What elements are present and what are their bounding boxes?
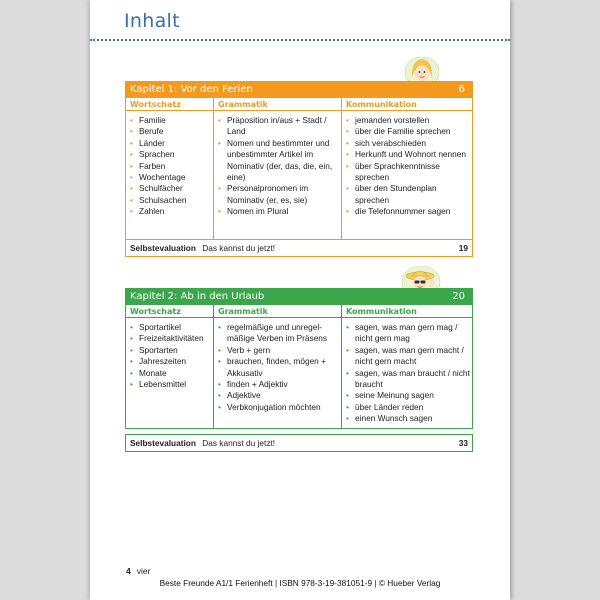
- chapter-2-header[interactable]: [125, 288, 473, 305]
- title-dotted-rule: [90, 39, 510, 41]
- list-item: • Farben: [130, 161, 211, 172]
- self-evaluation-page: 33: [458, 438, 468, 448]
- kommunikation-header: Kommunikation: [342, 98, 472, 111]
- chapter-1-page: 6: [458, 84, 465, 95]
- list-item: • über Sprachkenntnisse sprechen: [346, 161, 470, 184]
- grammatik-list: [214, 318, 341, 413]
- kommunikation-header: Kommunikation: [342, 305, 472, 318]
- self-evaluation-label: Selbstevaluation: [130, 438, 196, 448]
- wortschatz-column: [126, 305, 213, 428]
- list-item: • Präposition in/aus + Stadt / Land: [218, 115, 339, 138]
- grammatik-list: [214, 111, 341, 218]
- footer-credit: Beste Freunde A1/1 Ferienheft | ISBN 978-3-19-381051-9 | © Hueber Verlag: [159, 578, 441, 588]
- self-evaluation-caption: Das kannst du jetzt!: [202, 243, 276, 253]
- list-item: • Länder: [130, 138, 211, 149]
- list-item: • jemanden vorstellen: [346, 115, 470, 126]
- grammatik-column: [213, 305, 341, 428]
- list-item: • über Länder reden: [346, 402, 470, 413]
- wortschatz-list: [126, 318, 213, 390]
- list-item: • Monate: [130, 368, 211, 379]
- kommunikation-list: [342, 111, 472, 218]
- list-item: • sich verabschieden: [346, 138, 470, 149]
- chapter-2-table: [125, 305, 473, 429]
- list-item: • Verbkonjugation möchten: [218, 402, 339, 413]
- self-evaluation-text: [130, 438, 275, 448]
- wortschatz-list: [126, 111, 213, 218]
- list-item: • Sportarten: [130, 345, 211, 356]
- self-evaluation-page: 19: [458, 243, 468, 253]
- list-item: • brauchen, finden, mögen + Akkusativ: [218, 356, 339, 379]
- list-item: • Schulsachen: [130, 195, 211, 206]
- list-item: • einen Wunsch sagen: [346, 413, 470, 424]
- list-item: • die Telefonnummer sagen: [346, 206, 470, 217]
- list-item: • sagen, was man gern macht / nicht gern macht: [346, 345, 470, 368]
- list-item: • Wochentage: [130, 172, 211, 183]
- wortschatz-header: Wortschatz: [126, 305, 213, 318]
- chapter-2-self-evaluation[interactable]: [125, 434, 473, 452]
- list-item: • Freizeitaktivitäten: [130, 333, 211, 344]
- list-item: • finden + Adjektiv: [218, 379, 339, 390]
- list-item: • Zahlen: [130, 206, 211, 217]
- chapter-2-title: Kapitel 2: Ab in den Urlaub: [130, 291, 265, 302]
- wortschatz-column: [126, 98, 213, 239]
- list-item: • Jahreszeiten: [130, 356, 211, 367]
- footer-page-number: [126, 566, 150, 576]
- chapter-1-self-evaluation[interactable]: [125, 239, 473, 257]
- list-item: • Berufe: [130, 126, 211, 137]
- list-item: • Schulfächer: [130, 183, 211, 194]
- grammatik-column: [213, 98, 341, 239]
- page-title: Inhalt: [124, 10, 180, 32]
- page-number: 4: [126, 566, 131, 576]
- list-item: • sagen, was man gern mag / nicht gern mag: [346, 322, 470, 345]
- self-evaluation-caption: Das kannst du jetzt!: [202, 438, 276, 448]
- chapter-2-box: [125, 288, 473, 429]
- page-word: vier: [136, 566, 151, 576]
- list-item: • Sprachen: [130, 149, 211, 160]
- grammatik-header: Grammatik: [214, 305, 341, 318]
- list-item: • über die Familie sprechen: [346, 126, 470, 137]
- list-item: • Nomen im Plural: [218, 206, 339, 217]
- chapter-1-title: Kapitel 1: Vor den Ferien: [130, 84, 253, 95]
- wortschatz-header: Wortschatz: [126, 98, 213, 111]
- list-item: • seine Meinung sagen: [346, 390, 470, 401]
- chapter-1-table: [125, 98, 473, 240]
- list-item: • über den Stundenplan sprechen: [346, 183, 470, 206]
- kommunikation-column: [341, 305, 472, 428]
- list-item: • Nomen und bestimmter und unbestimmter Artikel im Nominativ (der, das, die, ein, eine): [218, 138, 339, 184]
- list-item: • Personalpronomen im Nominativ (er, es, sie): [218, 183, 339, 206]
- list-item: • Adjektive: [218, 390, 339, 401]
- list-item: • Verb + gern: [218, 345, 339, 356]
- chapter-2-page: 20: [452, 291, 465, 302]
- grammatik-header: Grammatik: [214, 98, 341, 111]
- kommunikation-list: [342, 318, 472, 425]
- list-item: • Familie: [130, 115, 211, 126]
- list-item: • sagen, was man braucht / nicht braucht: [346, 368, 470, 391]
- chapter-1-box: [125, 81, 473, 240]
- book-page: [90, 0, 510, 600]
- kommunikation-column: [341, 98, 472, 239]
- self-evaluation-text: [130, 243, 275, 253]
- list-item: • Sportartikel: [130, 322, 211, 333]
- chapter-1-header[interactable]: [125, 81, 473, 98]
- list-item: • regelmäßige und unregel-mäßige Verben im Präsens: [218, 322, 339, 345]
- list-item: • Lebensmittel: [130, 379, 211, 390]
- self-evaluation-label: Selbstevaluation: [130, 243, 196, 253]
- list-item: • Herkunft und Wohnort nennen: [346, 149, 470, 160]
